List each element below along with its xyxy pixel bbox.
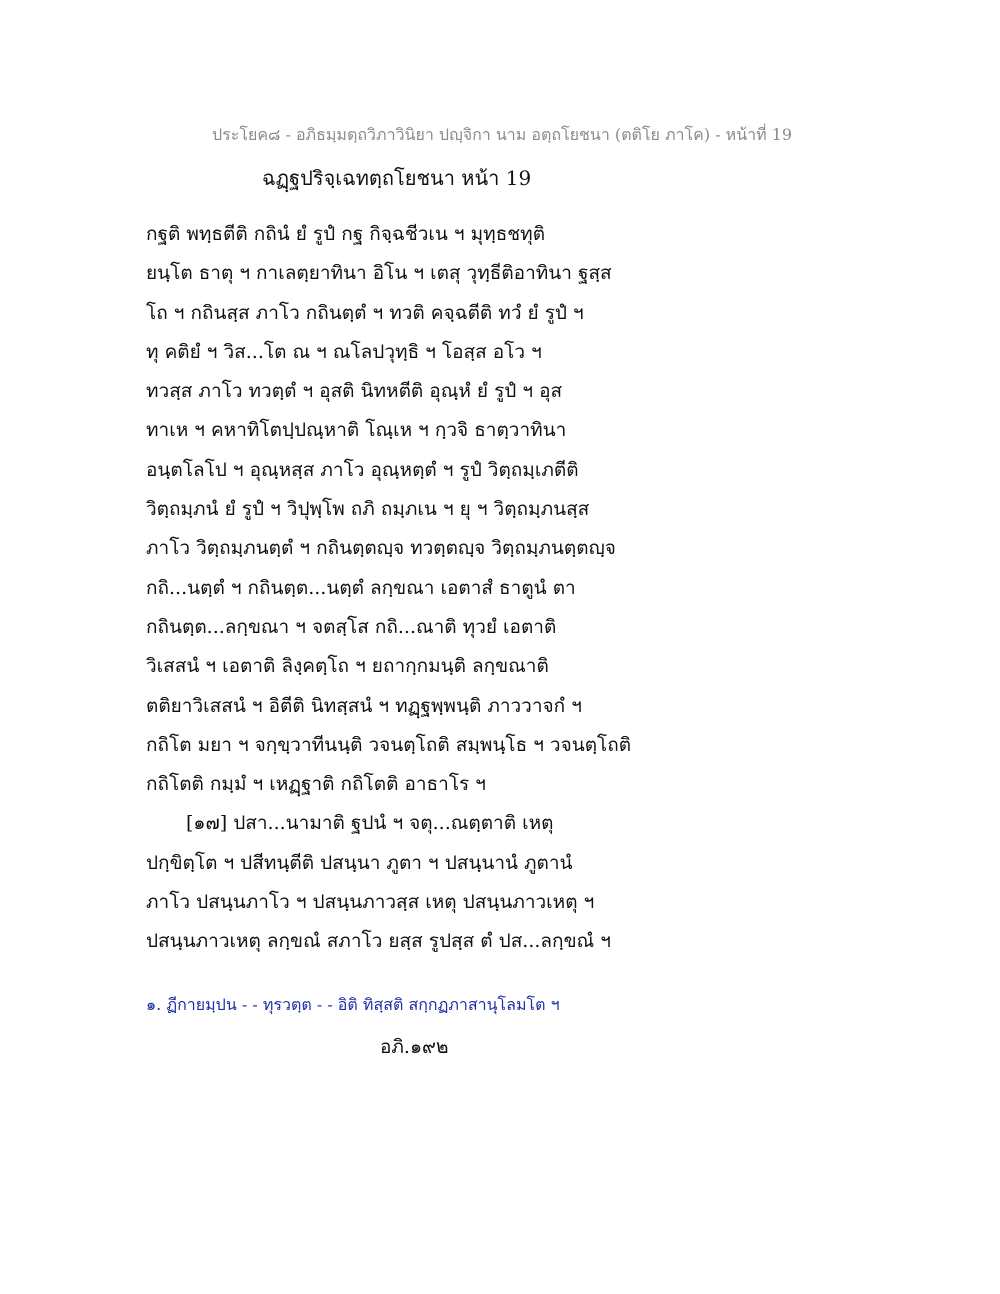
text-line: ปกฺขิตฺโต ฯ ปสีทนฺตีติ ปสนฺนา ภูตา ฯ ปสนฺนานํ ภูตานํ — [146, 851, 573, 874]
section-title: ฉฏฺฐปริจฺเฉทตฺถโยชนา หน้า 19 — [262, 166, 532, 190]
text-line: ยนฺโต ธาตุ ฯ กาเลตฺยาทินา อิโน ฯ เตสุ วุทฺธีติอาทินา ฐสฺส — [146, 262, 612, 285]
running-header: ประโยค๘ - อภิธมฺมตฺถวิภาวินิยา ปญฺจิกา นาม อตฺถโยชนา (ตติโย ภาโค) - หน้าที่ 19 — [212, 125, 793, 144]
text-line: ทุ คติยํ ฯ วิส...โต ณ ฯ ณโลปวุทฺธิ ฯ โอสฺส อโว ฯ — [146, 340, 542, 363]
text-line: ทวสฺส ภาโว ทวตฺตํ ฯ อุสติ นิทหตีติ อุณฺหํ ยํ รูปํ ฯ อุส — [146, 380, 563, 403]
text-line: อนฺตโลโป ฯ อุณฺหสฺส ภาโว อุณฺหตฺตํ ฯ รูปํ วิตฺถมฺเภตีติ — [146, 458, 579, 481]
text-line: กถิ...นตฺตํ ฯ กถินตฺต...นตฺตํ ลกฺขณา เอตาสํ ธาตูนํ ตา — [146, 576, 576, 599]
body-text — [146, 215, 866, 962]
text-line: กฐติ พทฺธตีติ กถินํ ยํ รูปํ กฐ กิจฺฉชีวเน ฯ มุทฺธชทุติ — [146, 223, 546, 245]
text-line: ตติยาวิเสสนํ ฯ อิตีติ นิทสฺสนํ ฯ ทฏฺฐพฺพนฺติ ภาววาจกํ ฯ — [146, 694, 582, 717]
text-line: วิตฺถมฺภนํ ยํ รูปํ ฯ วิปุพฺโพ ถภิ ถมฺภเน ฯ ยุ ฯ วิตฺถมฺภนสฺส — [146, 498, 590, 521]
text-line: ภาโว วิตฺถมฺภนตฺตํ ฯ กถินตฺตญฺจ ทวตฺตญฺจ วิตฺถมฺภนตฺตญฺจ — [146, 537, 616, 560]
text-line: กถินตฺต...ลกฺขณา ฯ จตสฺโส กถิ...ณาติ ทุวยํ เอตาติ — [146, 615, 557, 638]
text-line: วิเสสนํ ฯ เอตาติ ลิงฺคตฺโถ ฯ ยถากฺกมนฺติ ลกฺขณาติ — [146, 655, 549, 678]
page-reference: อภิ.๑๙๒ — [380, 1036, 449, 1058]
text-line: กถิโต มยา ฯ จกฺขฺวาทีนนฺติ วจนตฺโถติ สมฺพนฺโธ ฯ วจนตฺโถติ — [146, 733, 632, 756]
text-line: โถ ฯ กถินสฺส ภาโว กถินตฺตํ ฯ ทวติ คจฺฉตีติ ทวํ ยํ รูปํ ฯ — [146, 301, 584, 324]
text-line: ภาโว ปสนฺนภาโว ฯ ปสนฺนภาวสฺส เหตุ ปสนฺนภาวเหตุ ฯ — [146, 891, 595, 914]
footnote: ๑. ฏีกายมฺปน - - ทุรวตฺต - - อิติ ทิสฺสติ สกฺกฏภาสานุโลมโต ฯ — [146, 995, 560, 1014]
text-line: ทาเห ฯ คหาทิโตปฺปณฺหาติ โณฺเห ฯ กฺวจิ ธาตฺวาทินา — [146, 419, 567, 442]
text-line: ปสนฺนภาวเหตุ ลกฺขณํ สภาโว ยสฺส รูปสฺส ตํ ปส...ลกฺขณํ ฯ — [146, 930, 611, 953]
paragraph-start-line: [๑๗] ปสา...นามาติ ฐปนํ ฯ จตุ...ณตฺตาติ เหตุ — [186, 812, 554, 835]
text-line: กถิโตติ กมฺมํ ฯ เหฏฺฐาติ กถิโตติ อาธาโร ฯ — [146, 773, 486, 796]
